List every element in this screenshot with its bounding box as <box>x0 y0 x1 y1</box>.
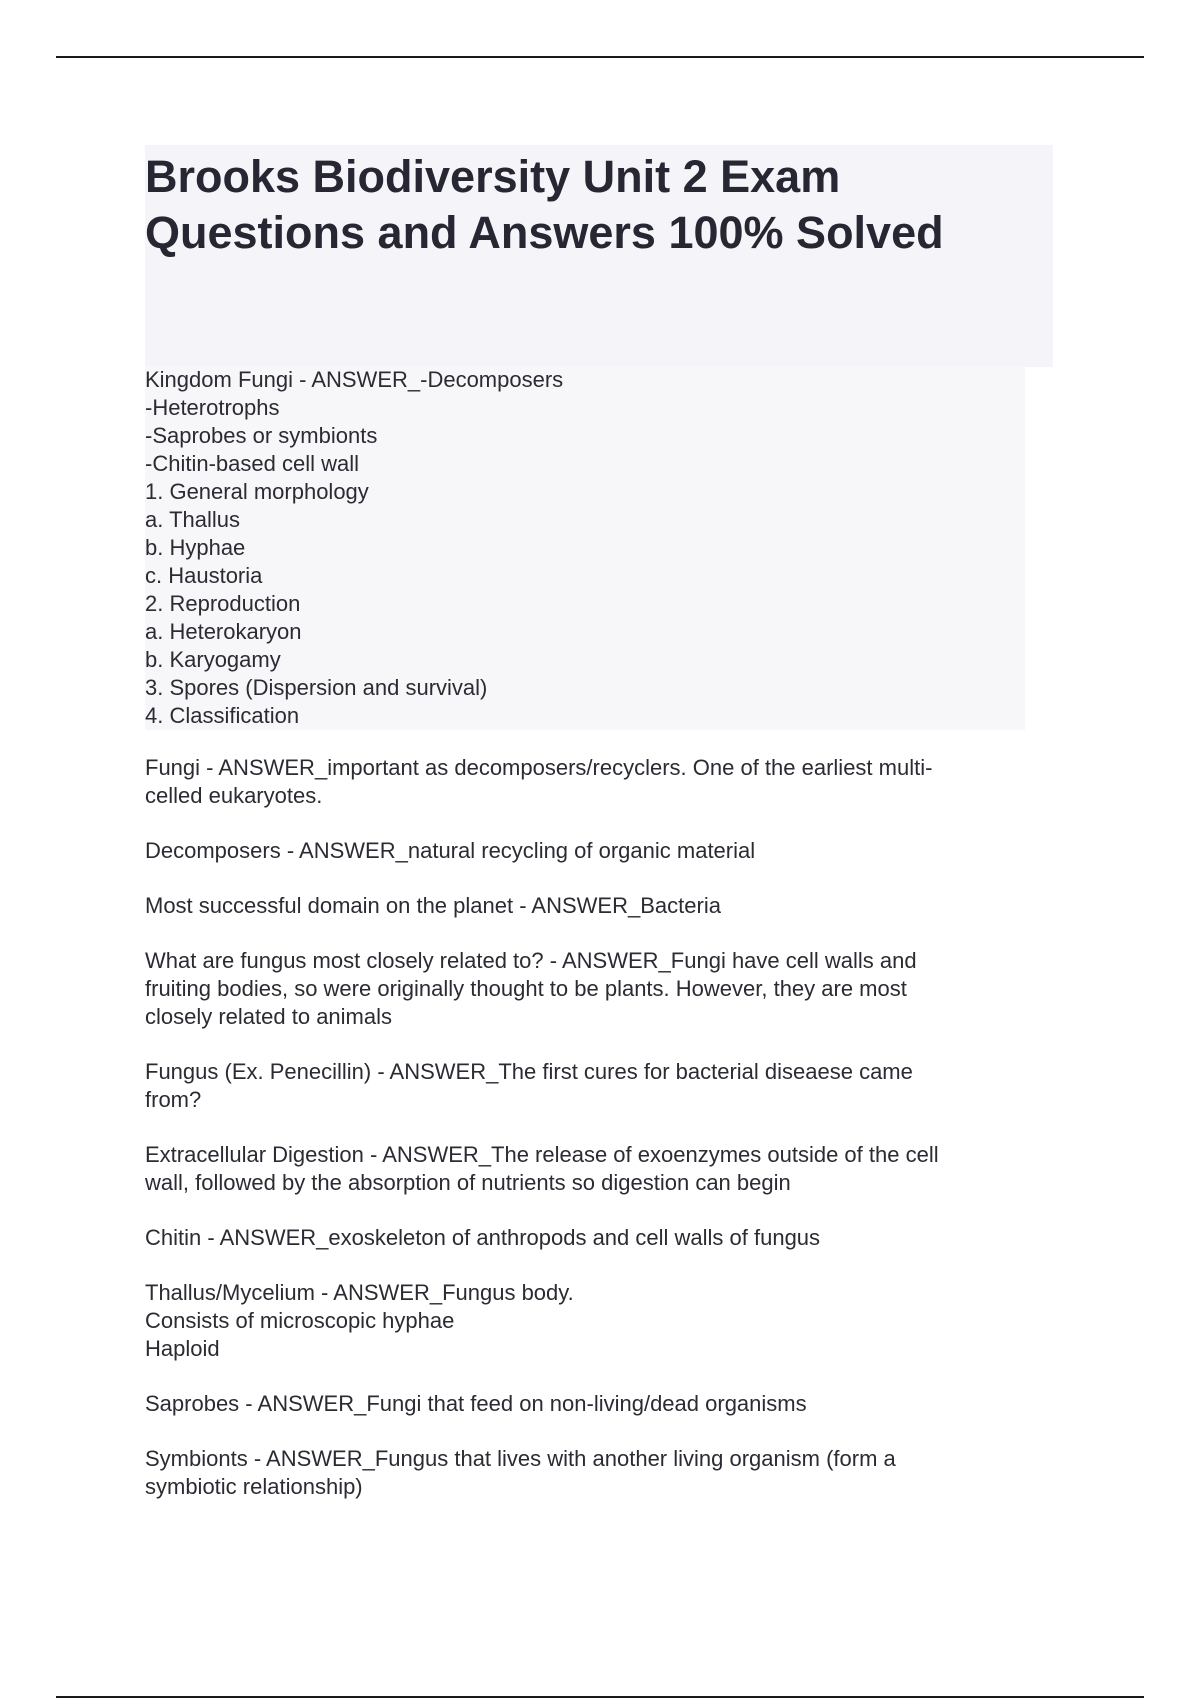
qa-answer-line: closely related to animals <box>145 1004 393 1029</box>
qa-entry <box>145 754 1025 810</box>
title-line: Brooks Biodiversity Unit 2 Exam <box>145 151 841 202</box>
qa-entry <box>145 892 1025 920</box>
qa-term: Fungus (Ex. Penecillin) <box>145 1059 372 1084</box>
qa-answer-line: 3. Spores (Dispersion and survival) <box>145 675 488 700</box>
qa-line <box>145 1279 1025 1307</box>
qa-answer-marker: - ANSWER_ <box>247 1446 375 1471</box>
qa-list <box>145 366 1025 1528</box>
qa-term: Most successful domain on the planet <box>145 893 514 918</box>
qa-answer: The first cures for bacterial diseaese came <box>498 1059 913 1084</box>
qa-line <box>145 1390 1025 1418</box>
title-block <box>145 145 1053 367</box>
qa-term: Decomposers <box>145 838 281 863</box>
qa-term: What are fungus most closely related to? <box>145 948 544 973</box>
qa-answer-marker: - ANSWER_ <box>200 755 328 780</box>
qa-answer-line: Haploid <box>145 1336 220 1361</box>
qa-answer-marker: - ANSWER_ <box>292 367 421 392</box>
qa-answer: Fungi that feed on non-living/dead organisms <box>366 1391 807 1416</box>
qa-line <box>145 366 1025 394</box>
qa-answer: Bacteria <box>640 893 721 918</box>
qa-answer-line: Consists of microscopic hyphae <box>145 1308 455 1333</box>
qa-answer-marker: - ANSWER_ <box>201 1225 329 1250</box>
qa-answer-line: -Saprobes or symbionts <box>145 423 378 448</box>
qa-term: Extracellular Digestion <box>145 1142 364 1167</box>
qa-line <box>145 837 1025 865</box>
qa-answer: The release of exoenzymes outside of the cell <box>491 1142 939 1167</box>
qa-line <box>145 1141 1025 1169</box>
qa-entry <box>145 1445 1025 1501</box>
qa-answer-line: b. Hyphae <box>145 535 246 560</box>
qa-answer-line: from? <box>145 1087 202 1112</box>
qa-term: Chitin <box>145 1225 202 1250</box>
qa-line <box>145 754 1025 782</box>
qa-answer-line: 2. Reproduction <box>145 591 301 616</box>
qa-line <box>145 892 1025 920</box>
header-rule <box>56 56 1144 58</box>
qa-answer: Fungus body. <box>442 1280 574 1305</box>
qa-entry <box>145 1390 1025 1418</box>
qa-answer-marker: - ANSWER_ <box>363 1142 492 1167</box>
qa-answer: exoskeleton of anthropods and cell walls of fungus <box>328 1225 821 1250</box>
qa-answer-line: 4. Classification <box>145 703 300 728</box>
qa-entry <box>145 1058 1025 1114</box>
title-line: Questions and Answers 100% Solved <box>145 207 944 258</box>
qa-term: Thallus/Mycelium <box>145 1280 315 1305</box>
qa-answer: -Decomposers <box>420 367 564 392</box>
qa-answer-line: a. Thallus <box>145 507 240 532</box>
qa-answer-line: celled eukaryotes. <box>145 783 323 808</box>
qa-entry <box>145 1279 1025 1363</box>
qa-term: Kingdom Fungi <box>145 367 293 392</box>
qa-entry <box>145 1224 1025 1252</box>
qa-answer-marker: - ANSWER_ <box>371 1059 499 1084</box>
qa-entry <box>145 1141 1025 1197</box>
qa-answer-line: c. Haustoria <box>145 563 263 588</box>
qa-answer: natural recycling of organic material <box>407 838 756 863</box>
qa-answer-marker: - ANSWER_ <box>280 838 408 863</box>
qa-answer-line: a. Heterokaryon <box>145 619 302 644</box>
qa-answer-line: b. Karyogamy <box>145 647 281 672</box>
document-title <box>145 145 1053 261</box>
qa-answer-line: 1. General morphology <box>145 479 369 504</box>
qa-term: Saprobes <box>145 1391 240 1416</box>
qa-answer-marker: - ANSWER_ <box>543 948 671 973</box>
qa-answer-marker: - ANSWER_ <box>314 1280 443 1305</box>
footer-rule <box>56 1696 1144 1698</box>
qa-line <box>145 1058 1025 1086</box>
qa-line <box>145 1224 1025 1252</box>
qa-answer: Fungus that lives with another living organism (form a <box>374 1446 896 1471</box>
qa-answer: important as decomposers/recyclers. One of the earliest multi- <box>327 755 933 780</box>
qa-line <box>145 947 1025 975</box>
qa-answer-line: fruiting bodies, so were originally thought to be plants. However, they are most <box>145 976 907 1001</box>
qa-answer-line: symbiotic relationship) <box>145 1474 363 1499</box>
qa-line <box>145 1445 1025 1473</box>
qa-answer: Fungi have cell walls and <box>670 948 917 973</box>
qa-answer-marker: - ANSWER_ <box>513 893 641 918</box>
qa-entry <box>145 947 1025 1031</box>
qa-entry <box>145 366 1025 730</box>
qa-answer-line: -Heterotrophs <box>145 395 280 420</box>
qa-term: Symbionts <box>145 1446 248 1471</box>
qa-answer-line: -Chitin-based cell wall <box>145 451 359 476</box>
qa-term: Fungi <box>145 755 201 780</box>
qa-answer-marker: - ANSWER_ <box>239 1391 367 1416</box>
qa-answer-line: wall, followed by the absorption of nutrients so digestion can begin <box>145 1170 791 1195</box>
qa-entry <box>145 837 1025 865</box>
